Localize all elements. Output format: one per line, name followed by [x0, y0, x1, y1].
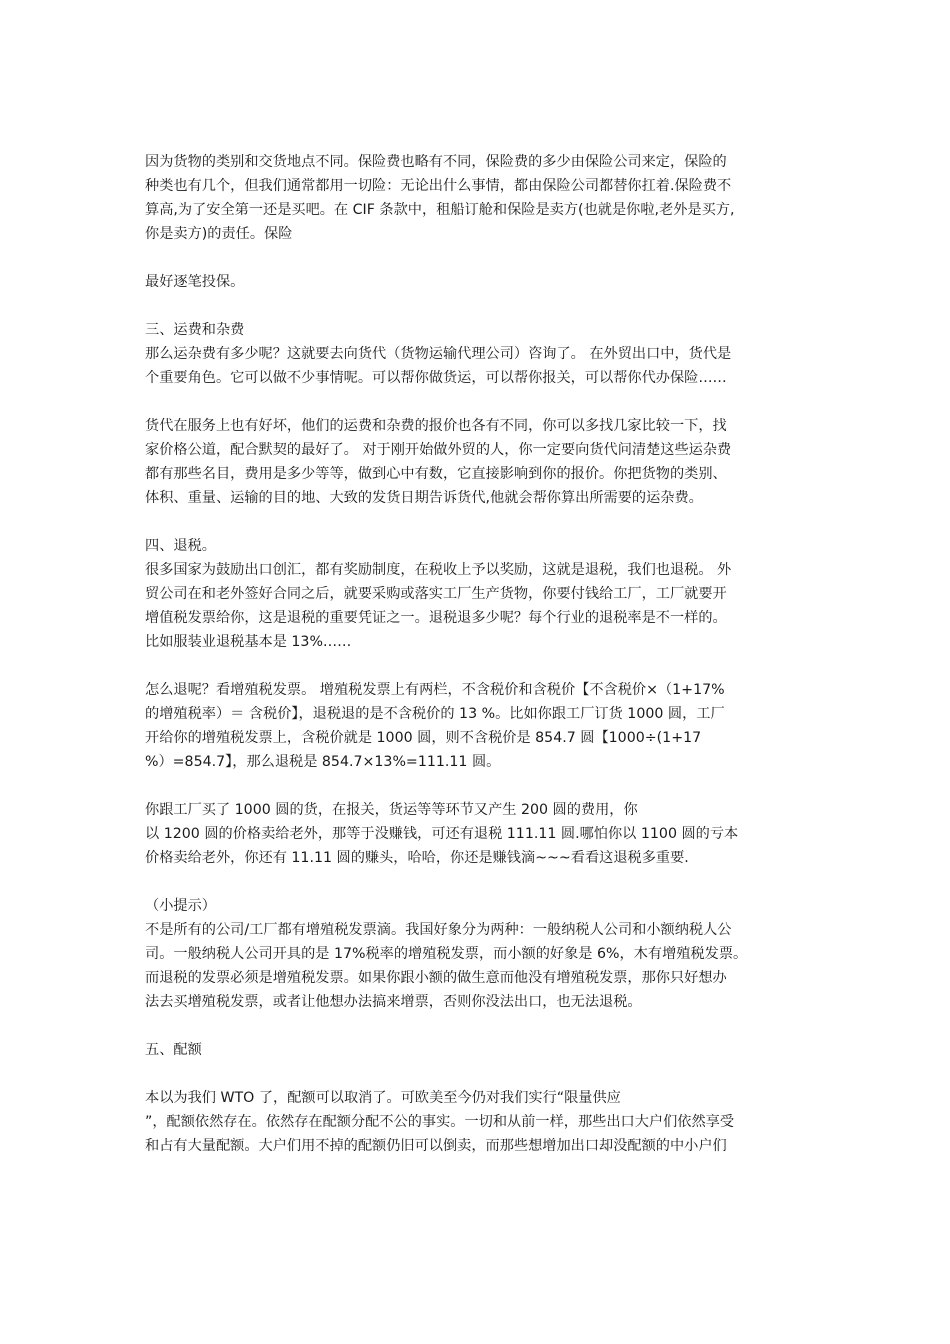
section-heading-freight: 三、运费和杂费 — [145, 322, 245, 338]
text-line: 价格卖给老外，你还有 11.11 圆的赚头，哈哈，你还是赚钱滴~~~看看这退税多重要. — [145, 850, 689, 866]
paragraph-tax-refund-intro — [145, 558, 810, 654]
text-line: 法去买增殖税发票，或者让他想办法搞来增票，否则你没法出口，也无法退税。 — [145, 994, 642, 1010]
text-line: 比如服装业退税基本是 13%…… — [145, 634, 352, 650]
blank-line — [145, 390, 810, 414]
text-line: 都有那些名目，费用是多少等等，做到心中有数，它直接影响到你的报价。你把货物的类别、 — [145, 466, 727, 482]
blank-line — [145, 510, 810, 534]
blank-line — [145, 1062, 810, 1086]
document-body — [145, 150, 810, 1158]
text-line: 增值税发票给你，这是退税的重要凭证之一。退税退多少呢？每个行业的退税率是不一样的。 — [145, 610, 727, 626]
section-heading-quota: 五、配额 — [145, 1042, 202, 1058]
text-line: 那么运杂费有多少呢？这就要去向货代（货物运输代理公司）咨询了。 在外贸出口中，货代是 — [145, 346, 732, 362]
text-line: 怎么退呢？看增殖税发票。 增殖税发票上有两栏，不含税价和含税价【不含税价×（1+17% — [145, 682, 725, 698]
text-line: 贸公司在和老外签好合同之后，就要采购或落实工厂生产货物，你要付钱给工厂，工厂就要开 — [145, 586, 727, 602]
text-line: %）=854.7】，那么退税是 854.7×13%=111.11 圆。 — [145, 754, 501, 770]
text-line: 的增殖税率）＝ 含税价】，退税退的是不含税价的 13 %。比如你跟工厂订货 1000 圆，工厂 — [145, 706, 725, 722]
text-line: ”，配额依然存在。依然存在配额分配不公的事实。一切和从前一样，那些出口大户们依然享受 — [145, 1114, 735, 1130]
paragraph-refund-example — [145, 798, 810, 870]
paragraph-quota — [145, 1086, 810, 1158]
paragraph-freight-forwarder — [145, 342, 810, 390]
text-line: 你跟工厂买了 1000 圆的货，在报关，货运等等环节又产生 200 圆的费用，你 — [145, 802, 638, 818]
paragraph-insurance — [145, 150, 810, 246]
paragraph-forwarder-quotes — [145, 414, 810, 510]
section-heading-tax-refund: 四、退税。 — [145, 538, 216, 554]
text-line: 个重要角色。它可以做不少事情呢。可以帮你做货运，可以帮你报关，可以帮你代办保险…… — [145, 370, 727, 386]
text-line: 算高,为了安全第一还是买吧。在 CIF 条款中，租船订舱和保险是卖方(也就是你啦,老外是买方, — [145, 202, 735, 218]
text-line: 很多国家为鼓励出口创汇，都有奖励制度，在税收上予以奖励，这就是退税，我们也退税。 外 — [145, 562, 732, 578]
paragraph-vat-invoice — [145, 678, 810, 774]
text-line: 货代在服务上也有好坏，他们的运费和杂费的报价也各有不同，你可以多找几家比较一下，找 — [145, 418, 727, 434]
blank-line — [145, 654, 810, 678]
text-line: 不是所有的公司/工厂都有增殖税发票滴。我国好象分为两种：一般纳税人公司和小额纳税人公 — [145, 922, 732, 938]
text-line: 开给你的增殖税发票上，含税价就是 1000 圆，则不含税价是 854.7 圆【1000÷(1+17 — [145, 730, 702, 746]
text-line: 家价格公道，配合默契的最好了。 对于刚开始做外贸的人，你一定要向货代问清楚这些运杂费 — [145, 442, 732, 458]
text-line: 本以为我们 WTO 了，配额可以取消了。可欧美至今仍对我们实行“限量供应 — [145, 1090, 621, 1106]
text-line: 种类也有几个，但我们通常都用一切险：无论出什么事情，都由保险公司都替你扛着.保险费不 — [145, 178, 732, 194]
tip-heading: （小提示） — [145, 898, 216, 914]
blank-line — [145, 774, 810, 798]
text-line: 因为货物的类别和交货地点不同。保险费也略有不同，保险费的多少由保险公司来定，保险的 — [145, 154, 727, 170]
blank-line — [145, 870, 810, 894]
text-line: 最好逐笔投保。 — [145, 274, 245, 290]
paragraph-tip — [145, 918, 810, 1014]
text-line: 以 1200 圆的价格卖给老外，那等于没赚钱，可还有退税 111.11 圆.哪怕你以 1100 圆的亏本 — [145, 826, 739, 842]
paragraph-insure-each — [145, 270, 810, 294]
blank-line — [145, 294, 810, 318]
blank-line — [145, 246, 810, 270]
blank-line — [145, 1014, 810, 1038]
text-line: 而退税的发票必须是增殖税发票。如果你跟小额的做生意而他没有增殖税发票，那你只好想办 — [145, 970, 727, 986]
text-line: 你是卖方)的责任。保险 — [145, 226, 293, 242]
text-line: 司。一般纳税人公司开具的是 17%税率的增殖税发票，而小额的好象是 6%，木有增殖税发票。 — [145, 946, 748, 962]
text-line: 和占有大量配额。大户们用不掉的配额仍旧可以倒卖，而那些想增加出口却没配额的中小户们 — [145, 1138, 727, 1154]
text-line: 体积、重量、运输的目的地、大致的发货日期告诉货代,他就会帮你算出所需要的运杂费。 — [145, 490, 703, 506]
